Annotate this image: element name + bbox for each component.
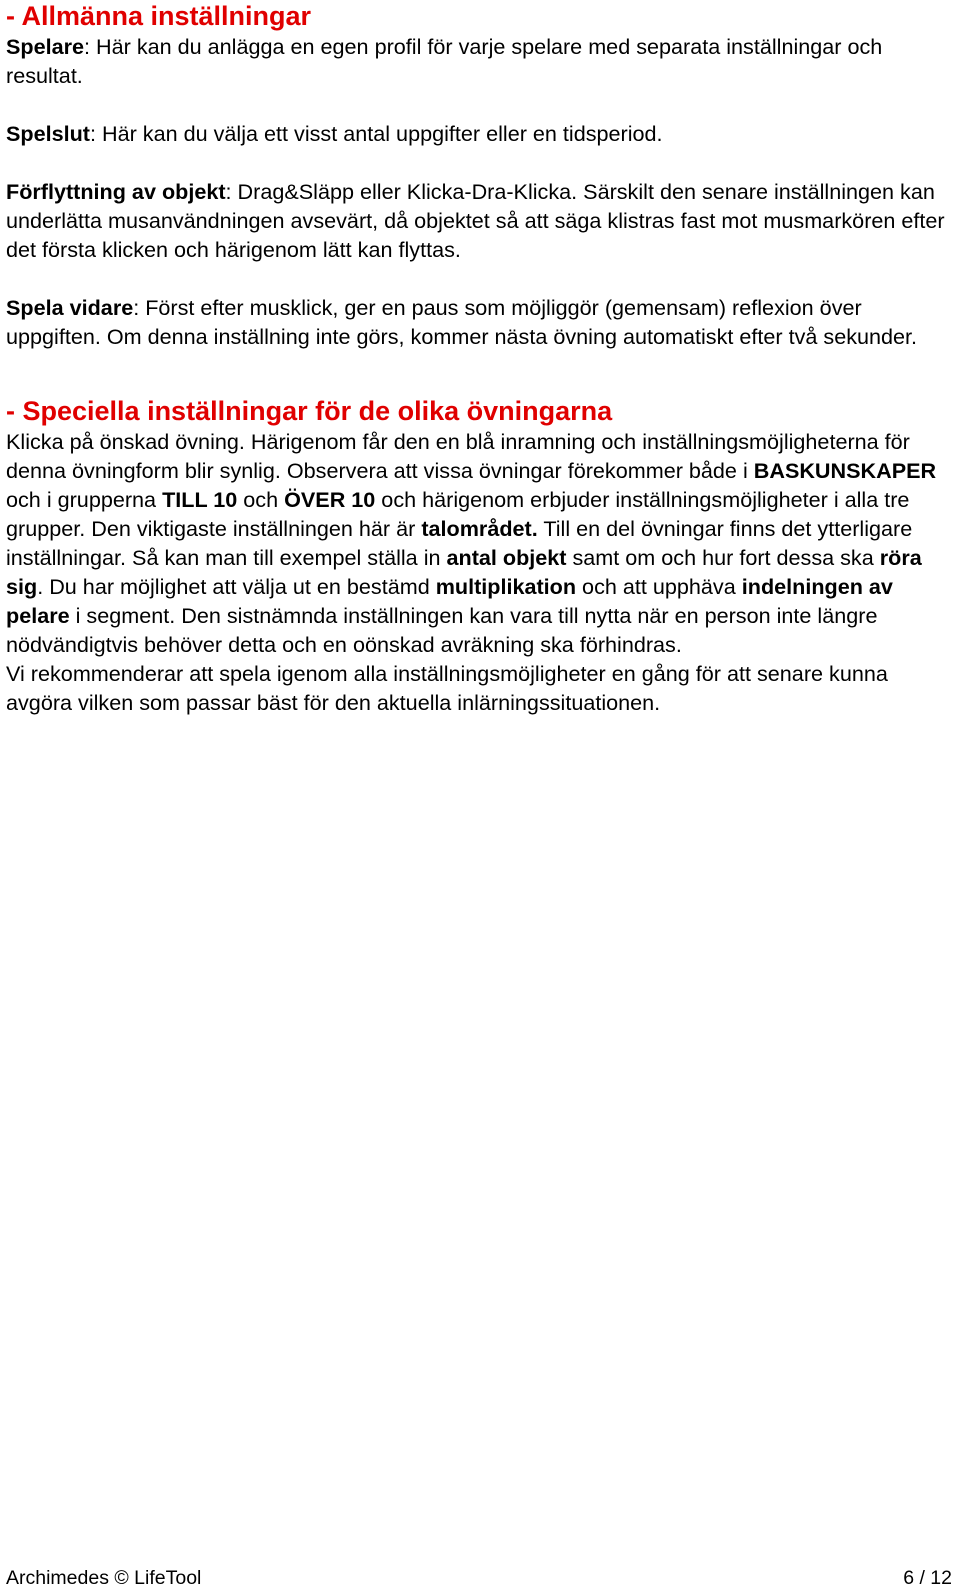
description-spela-vidare: : Först efter musklick, ger en paus som möjliggör (gemensam) reflexion över uppgiften. Om denna inställning inte görs, kommer nästa övning automatiskt efter två sekunder. <box>6 295 918 349</box>
text-segment: och <box>237 487 285 512</box>
term-till-10: TILL 10 <box>162 487 238 512</box>
section-heading-general: - Allmänna inställningar <box>6 1 312 31</box>
term-indelningen-av-pelare: indelningen av pelare <box>6 574 893 628</box>
paragraph-recommendation: Vi rekommenderar att spela igenom alla inställningsmöjligheter en gång för att senare kunna avgöra vilken som passar bäst för den aktuella inlärningssituationen. <box>6 661 888 715</box>
text-segment: . Du har möjlighet att välja ut en bestämd <box>37 574 436 599</box>
text-segment: och härigenom erbjuder inställningsmöjligheter i alla tre grupper. Den viktigaste inställningen här är <box>6 487 910 541</box>
term-multiplikation: multiplikation <box>435 574 577 599</box>
description-forflyttning: : Drag&Släpp eller Klicka-Dra-Klicka. Särskilt den senare inställningen kan underlätta musanvändningen avsevärt, då objektet så att säga klistras fast mot musmarkören efter det första klicken och härigenom lätt kan flyttas. <box>6 179 945 262</box>
term-spelare: Spelare <box>6 34 85 59</box>
text-segment: samt om och hur fort dessa ska <box>566 545 880 570</box>
term-spelslut: Spelslut <box>6 121 90 146</box>
paragraph-special-settings <box>6 427 954 659</box>
term-over-10: ÖVER 10 <box>284 487 376 512</box>
footer-copyright: Archimedes © LifeTool <box>6 1567 202 1589</box>
term-forflyttning: Förflyttning av objekt <box>6 179 226 204</box>
text-segment: och att upphäva <box>576 574 742 599</box>
document-page <box>6 0 954 717</box>
paragraph-spelare <box>6 32 954 90</box>
term-rora-sig: röra sig <box>6 545 922 599</box>
description-spelare: : Här kan du anlägga en egen profil för varje spelare med separata inställningar och resultat. <box>6 34 883 88</box>
term-baskunskaper: BASKUNSKAPER <box>753 458 937 483</box>
term-antal-objekt: antal objekt <box>446 545 567 570</box>
term-spela-vidare: Spela vidare <box>6 295 134 320</box>
text-segment: och i grupperna <box>6 487 163 512</box>
term-talomradet: talområdet. <box>421 516 538 541</box>
page-footer <box>6 1566 952 1590</box>
description-spelslut: : Här kan du välja ett visst antal uppgifter eller en tidsperiod. <box>90 121 663 146</box>
section-heading-special: - Speciella inställningar för de olika övningarna <box>6 396 613 426</box>
paragraph-forflyttning <box>6 177 954 264</box>
page-number: 6 / 12 <box>903 1567 952 1589</box>
paragraph-spela-vidare <box>6 293 954 351</box>
text-segment: Klicka på önskad övning. Härigenom får den en blå inramning och inställningsmöjligheterna för denna övningform blir synlig. Observera att vissa övningar förekommer både i <box>6 429 910 483</box>
text-segment: i segment. Den sistnämnda inställningen kan vara till nytta när en person inte längre nödvändigtvis behöver detta och en oönskad avräkning ska förhindras. <box>6 603 878 657</box>
text-segment: Till en del övningar finns det ytterligare inställningar. Så kan man till exempel ställa in <box>6 516 913 570</box>
paragraph-spelslut <box>6 119 954 148</box>
